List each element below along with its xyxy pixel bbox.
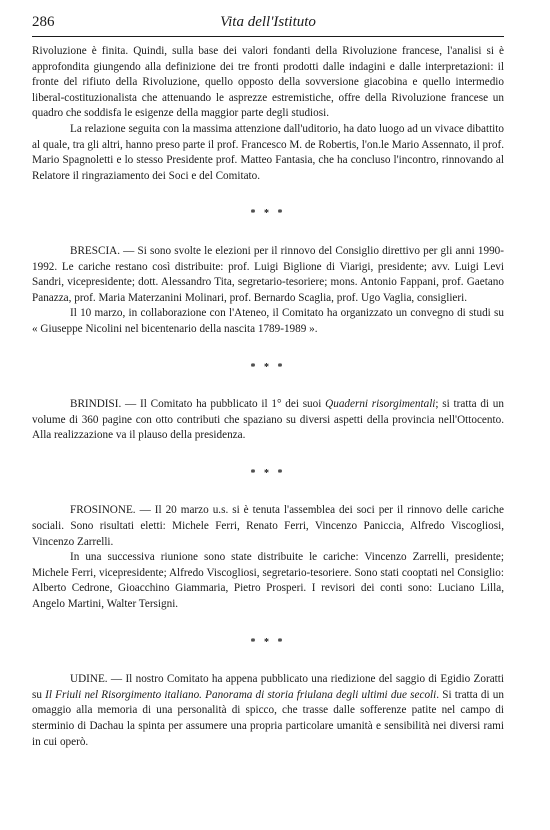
udine-city-label: UDINE. <box>70 673 108 686</box>
intro-paragraph-1: Rivoluzione è finita. Quindi, sulla base dei valori fondanti della Rivoluzione francese, l'analisi si è approfondita giungendo alla definizione dei tre fronti prodotti dalle indagini e dalle interpretazioni: il fronte del rifiuto della Rivoluzione, quello opposto della sovversione giacobina e quello intermedio liberal-costituzionalista che attenuando le asprezze estremistiche, offre della Rivoluzione francese un quadro che soddisfa le esigenze della maggior parte degli studiosi. <box>32 45 504 120</box>
brescia-paragraph-2: Il 10 marzo, in collaborazione con l'Ateneo, il Comitato ha organizzato un convegno di studi su « Giuseppe Nicolini nel bicentenario della nascita 1789-1989 ». <box>32 307 504 335</box>
page-number: 286 <box>32 14 55 30</box>
brindisi-paragraph <box>32 397 504 444</box>
frosinone-paragraph-2: In una successiva riunione sono state distribuite le cariche: Vincenzo Zarrelli, presidente; Michele Ferri, vicepresidente; Alfredo Viscogliosi, segretario-tesoriere. Sono stati cooptati nel Consiglio: Alberto Cedrone, Gioacchino Giammaria, Pietro Prosperi. I revisori dei conti sono: Luciano Lilla, Angelo Martini, Walter Tersigni. <box>32 551 504 611</box>
frosinone-paragraph-1 <box>32 503 504 550</box>
running-title: Vita dell'Istituto <box>220 14 316 30</box>
brindisi-publication-title: Quaderni risorgimentali <box>325 398 436 411</box>
brescia-text: — Si sono svolte le elezioni per il rinnovo del Consiglio direttivo per gli anni 1990-1992. Le cariche restano così distribuite: prof. Luigi Biglione di Viarigi, presidente; avv. Luigi Levi Sandri, vicepresidente; dott. Alessandro Tita, segretario-tesoriere; mons. Antonio Fappani, prof. Gaetano Panazza, prof. Maria Materzanini Molinari, prof. Bernardo Scaglia, prof. Ugo Vaglia, consiglieri. <box>32 244 504 304</box>
section-separator: * * * <box>250 467 286 479</box>
frosinone-text: — Il 20 marzo u.s. si è tenuta l'assemblea dei soci per il rinnovo delle cariche sociali. Sono risultati eletti: Michele Ferri, Renato Ferri, Vincenzo Paniccia, Alfredo Viscogliosi, Vincenzo Zarrelli. <box>32 504 504 548</box>
page-body <box>32 44 504 750</box>
intro-paragraph-2: La relazione seguita con la massima attenzione dall'uditorio, ha dato luogo ad un vivace dibattito al quale, tra gli altri, hanno preso parte il prof. Francesco M. de Robertis, l'on.le Mario Assennato, il prof. Mario Spagnoletti e lo stesso Presidente prof. Matteo Fantasia, che ha concluso l'incontro, rinnovando al Relatore il ringraziamento dei Soci e del Comitato. <box>32 122 504 182</box>
brindisi-text-a: — Il Comitato ha pubblicato il 1° dei suoi <box>121 398 326 411</box>
udine-publication-title: Il Friuli nel Risorgimento italiano. Panorama di storia friulana degli ultimi due secoli <box>45 688 437 701</box>
frosinone-city-label: FROSINONE. <box>70 504 136 517</box>
section-separator: * * * <box>250 361 286 373</box>
udine-paragraph <box>32 672 504 750</box>
header-rule <box>32 36 504 37</box>
page-header <box>32 14 504 36</box>
brindisi-text-b: ; si tratta di un volume di 360 pagine con otto contributi che spaziano su diversi aspetti della provincia nell'Ottocento. Alla realizzazione va il plauso della presidenza. <box>32 398 504 442</box>
brescia-paragraph-1 <box>32 244 504 306</box>
udine-text-a: — Il nostro Comitato ha appena pubblicato una riedizione del saggio di Egidio Zoratti su <box>32 673 504 701</box>
section-separator: * * * <box>250 636 286 648</box>
section-separator: * * * <box>250 208 286 220</box>
brescia-city-label: BRESCIA. <box>70 244 121 257</box>
udine-text-b: . Si tratta di un omaggio alla memoria di una personalità di spicco, che trasse dalle sofferenze patite nel campo di sterminio di Dachau la spinta per assumere una propria particolare umanità e sensibilità nei diversi rami in cui operò. <box>32 688 504 748</box>
brindisi-city-label: BRINDISI. <box>70 398 122 411</box>
